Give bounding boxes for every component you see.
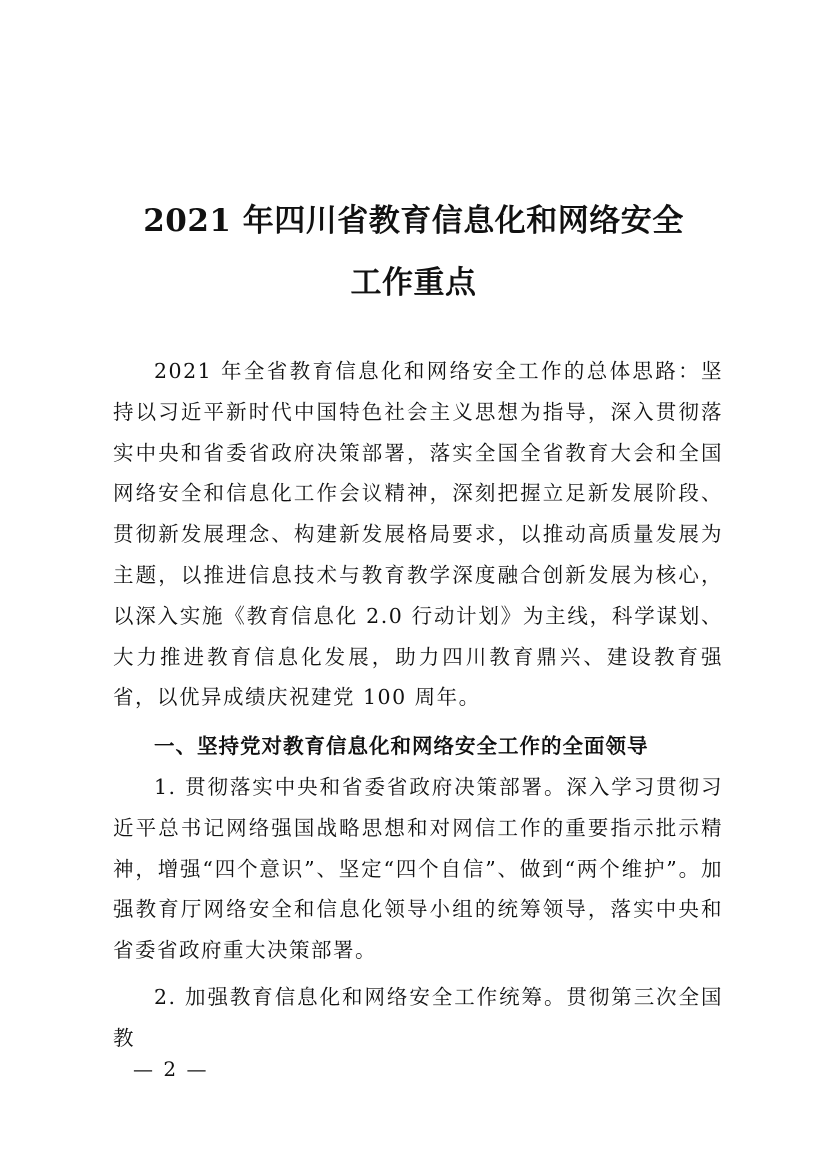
- document-title-line-2: 工作重点: [350, 265, 477, 301]
- item-2-body: 贯彻第三次全国教: [113, 985, 723, 1050]
- section-1-heading: 一、坚持党对教育信息化和网络安全工作的全面领导: [154, 734, 649, 758]
- item-1-paragraph: [113, 767, 723, 971]
- intro-paragraph: [113, 351, 723, 718]
- item-2-paragraph: [113, 977, 723, 1059]
- intro-paragraph-text: 2021 年全省教育信息化和网络安全工作的总体思路：坚持以习近平新时代中国特色社会主义思想为指导，深入贯彻落实中央和省委省政府决策部署，落实全国全省教育大会和全国网络安全和信息化工作会议精神，深刻把握立足新发展阶段、贯彻新发展理念、构建新发展格局要求，以推动高质量发展为主题，以推进信息技术与教育教学深度融合创新发展为核心，以深入实施《教育信息化 2.0 行动计划》为主线，科学谋划、大力推进教育信息化发展，助力四川教育鼎兴、建设教育强省，以优异成绩庆祝建党 100 周年。: [113, 359, 723, 710]
- item-1-body: 深入学习贯彻习近平总书记网络强国战略思想和对网信工作的重要指示批示精神，增强“四个意识”、坚定“四个自信”、做到“两个维护”。加强教育厅网络安全和信息化领导小组的统筹领导，落实中央和省委省政府重大决策部署。: [113, 775, 723, 963]
- page-number: — 2 —: [133, 1057, 209, 1081]
- document-title-line-1: 2021 年四川省教育信息化和网络安全: [143, 203, 684, 239]
- item-1-text: [113, 767, 723, 971]
- item-2-text: [113, 977, 723, 1059]
- item-1-lead: 1. 贯彻落实中央和省委省政府决策部署。: [154, 775, 567, 799]
- item-2-lead: 2. 加强教育信息化和网络安全工作统筹。: [154, 985, 567, 1009]
